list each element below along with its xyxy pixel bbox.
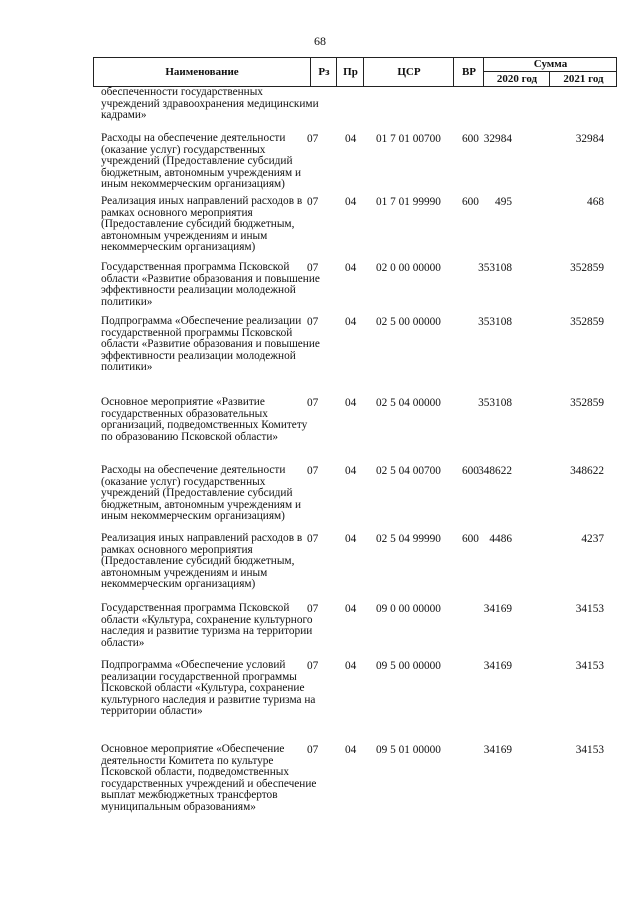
row-rz: 07	[307, 133, 319, 145]
page-number: 68	[314, 34, 326, 48]
row-sum-2021: 352859	[570, 397, 604, 409]
row-csr: 02 5 04 00000	[376, 397, 441, 409]
row-csr: 09 0 00 00000	[376, 603, 441, 615]
row-name: Подпрограмма «Обеспечение условий реализации государственной программы Псковской области «Культура, сохранение культурного наследия и развитие туризма на территории области»	[101, 659, 316, 718]
row-sum-2021: 352859	[570, 262, 604, 274]
row-csr: 09 5 01 00000	[376, 744, 441, 756]
row-pr: 04	[345, 533, 357, 545]
row-name: Государственная программа Псковской области «Развитие образования и повышение эффективности реализации молодежной политики»	[101, 261, 320, 308]
row-name: Основное мероприятие «Развитие государственных образовательных организаций, подведомственных Комитету по образованию Псковской области»	[101, 396, 308, 443]
row-vr: 600	[462, 133, 479, 145]
row-sum-2021: 34153	[575, 744, 604, 756]
row-csr: 02 0 00 00000	[376, 262, 441, 274]
row-sum-2021: 348622	[570, 465, 604, 477]
row-csr: 01 7 01 99990	[376, 196, 441, 208]
row-vr: 600	[462, 465, 479, 477]
row-csr: 09 5 00 00000	[376, 660, 441, 672]
table-header	[93, 57, 617, 87]
row-rz: 07	[307, 262, 319, 274]
row-name: обеспеченности государственных учреждений здравоохранения медицинскими кадрами»	[101, 86, 319, 122]
header-name: Наименование	[165, 66, 239, 78]
row-rz: 07	[307, 465, 319, 477]
row-pr: 04	[345, 465, 357, 477]
row-name: Государственная программа Псковской области «Культура, сохранение культурного наследия и развитие туризма на территории области»	[101, 602, 313, 649]
row-rz: 07	[307, 316, 319, 328]
row-csr: 02 5 04 99990	[376, 533, 441, 545]
row-pr: 04	[345, 397, 357, 409]
row-sum-2020: 34169	[483, 660, 512, 672]
header-csr: ЦСР	[363, 58, 454, 86]
row-name: Основное мероприятие «Обеспечение деятельности Комитета по культуре Псковской области, подведомственных государственных учреждений и обеспечение выплат межбюджетных трансфертов муниципальным образованиям»	[101, 743, 317, 813]
row-sum-2020: 348622	[478, 465, 512, 477]
row-sum-2021: 34153	[575, 603, 604, 615]
row-rz: 07	[307, 660, 319, 672]
row-csr: 01 7 01 00700	[376, 133, 441, 145]
row-sum-2020: 353108	[478, 316, 512, 328]
row-pr: 04	[345, 316, 357, 328]
row-name: Расходы на обеспечение деятельности (оказание услуг) государственных учреждений (Предоставление субсидий бюджетным, автономным учреждениям и иным некоммерческим организациям)	[101, 464, 302, 523]
row-sum-2020: 495	[495, 196, 512, 208]
header-year-2020: 2020 год	[483, 72, 550, 86]
header-year-2021: 2021 год	[549, 72, 617, 86]
row-sum-2020: 353108	[478, 262, 512, 274]
row-pr: 04	[345, 133, 357, 145]
row-vr: 600	[462, 196, 479, 208]
header-vr: ВР	[453, 58, 484, 86]
row-pr: 04	[345, 744, 357, 756]
row-sum-2020: 353108	[478, 397, 512, 409]
row-name: Подпрограмма «Обеспечение реализации государственной программы Псковской области «Развитие образования и повышение эффективности реализации молодежной политики»	[101, 315, 320, 374]
row-rz: 07	[307, 744, 319, 756]
row-csr: 02 5 00 00000	[376, 316, 441, 328]
row-rz: 07	[307, 603, 319, 615]
row-pr: 04	[345, 603, 357, 615]
row-pr: 04	[345, 660, 357, 672]
row-sum-2021: 32984	[575, 133, 604, 145]
row-rz: 07	[307, 397, 319, 409]
row-sum-2020: 32984	[483, 133, 512, 145]
header-pr: Пр	[336, 58, 364, 86]
row-rz: 07	[307, 196, 319, 208]
row-sum-2021: 34153	[575, 660, 604, 672]
row-vr: 600	[462, 533, 479, 545]
row-csr: 02 5 04 00700	[376, 465, 441, 477]
row-name: Реализация иных направлений расходов в рамках основного мероприятия (Предоставление субсидий бюджетным, автономным учреждениям и иным некоммерческим организациям)	[101, 532, 303, 591]
row-pr: 04	[345, 196, 357, 208]
row-sum-2021: 4237	[581, 533, 604, 545]
header-rz: Рз	[310, 58, 337, 86]
row-name: Расходы на обеспечение деятельности (оказание услуг) государственных учреждений (Предоставление субсидий бюджетным, автономным учреждениям и иным некоммерческим организациям)	[101, 132, 302, 191]
row-pr: 04	[345, 262, 357, 274]
header-sum: Сумма	[483, 58, 617, 72]
row-sum-2020: 34169	[483, 744, 512, 756]
row-rz: 07	[307, 533, 319, 545]
row-sum-2020: 4486	[489, 533, 512, 545]
row-sum-2020: 34169	[483, 603, 512, 615]
row-sum-2021: 468	[587, 196, 604, 208]
row-sum-2021: 352859	[570, 316, 604, 328]
row-name: Реализация иных направлений расходов в рамках основного мероприятия (Предоставление субсидий бюджетным, автономным учреждениям и иным некоммерческим организациям)	[101, 195, 303, 254]
